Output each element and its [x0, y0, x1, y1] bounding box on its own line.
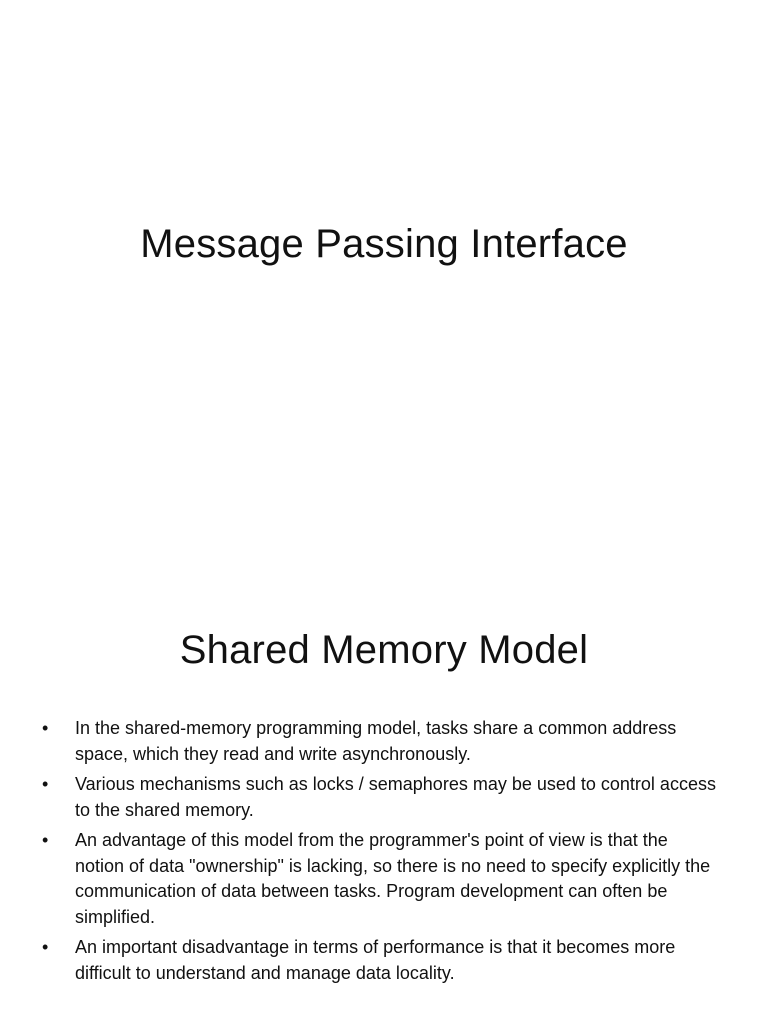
- bullet-text: An advantage of this model from the programmer's point of view is that the notion of data "ownership" is lacking, so there is no need to specify explicitly the communication of data between tasks. Program development can often be simplified.: [75, 830, 711, 927]
- slide-shared-memory-model: [0, 576, 768, 1024]
- bullet-text: Various mechanisms such as locks / semaphores may be used to control access to the shared memory.: [75, 774, 716, 820]
- bullet-item: [38, 772, 718, 823]
- bullet-list: [38, 716, 718, 991]
- bullet-icon: •: [42, 718, 49, 738]
- bullet-icon: •: [42, 774, 49, 794]
- bullet-item: [38, 716, 718, 767]
- slide-1-title: Message Passing Interface: [140, 222, 628, 266]
- bullet-item: [38, 935, 718, 986]
- bullet-item: [38, 828, 718, 930]
- bullet-text: An important disadvantage in terms of performance is that it becomes more difficult to understand and manage data locality.: [75, 937, 676, 983]
- slide-2-title: Shared Memory Model: [179, 628, 589, 672]
- bullet-icon: •: [42, 937, 49, 957]
- bullet-text: In the shared-memory programming model, tasks share a common address space, which they read and write asynchronously.: [75, 718, 677, 764]
- bullet-icon: •: [42, 830, 49, 850]
